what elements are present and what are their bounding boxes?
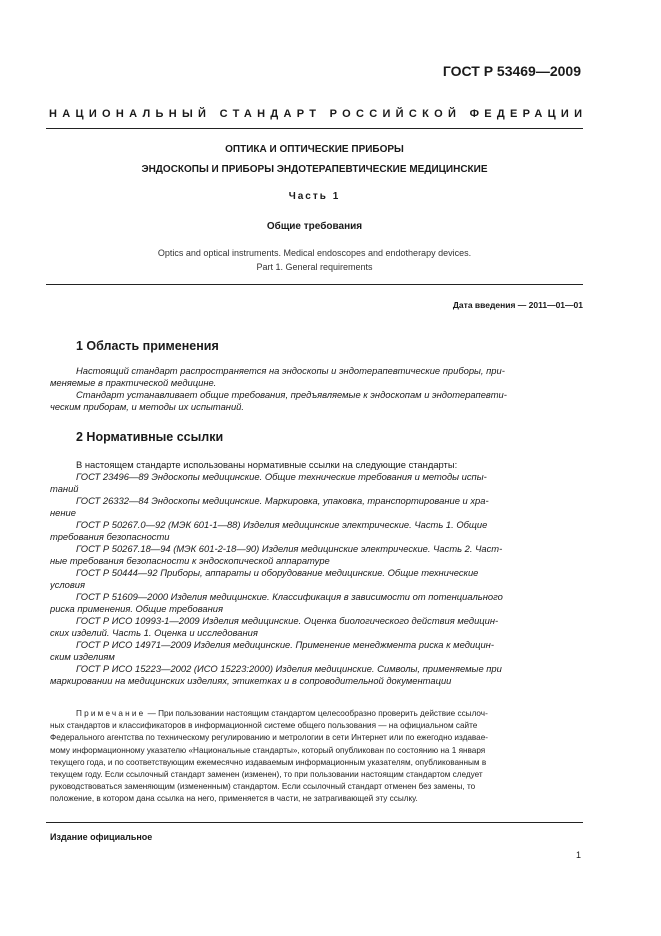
title-line-1: ОПТИКА И ОПТИЧЕСКИЕ ПРИБОРЫ: [225, 144, 404, 155]
official-edition-label: Издание официальное: [50, 832, 153, 842]
english-title-line-2: Part 1. General requirements: [256, 262, 373, 272]
section-2-intro: [50, 459, 584, 471]
note-line: текущем году. Если ссылочный стандарт заменен (изменен), то при пользовании настоящим стандартом следует: [50, 770, 483, 780]
reference-line: таний: [50, 483, 79, 494]
section-2-heading: 2 Нормативные ссылки: [76, 430, 224, 444]
references-list: [50, 471, 584, 687]
standard-code: ГОСТ Р 53469—2009: [442, 63, 581, 79]
reference-line: ГОСТ Р 50267.0—92 (МЭК 601-1—88) Изделия медицинские электрические. Часть 1. Общие: [76, 519, 488, 530]
english-title-line-1: Optics and optical instruments. Medical endoscopes and endotherapy devices.: [157, 248, 472, 258]
footer-divider: [46, 822, 583, 823]
reference-line: условия: [50, 579, 85, 590]
text-line: ческим приборам, и методы их испытаний.: [50, 401, 244, 412]
reference-line: нение: [50, 507, 76, 518]
text-line: В настоящем стандарте использованы нормативные ссылки на следующие стандарты:: [76, 459, 458, 470]
note-line: мому информационному указателю «Национальные стандарты», который опубликован по состоянию на 1 января: [50, 745, 486, 755]
text-line: Стандарт устанавливает общие требования, предъявляемые к эндоскопам и эндотерапевти-: [76, 389, 507, 400]
national-standard-banner: НАЦИОНАЛЬНЫЙ СТАНДАРТ РОССИЙСКОЙ ФЕДЕРАЦИИ: [49, 108, 588, 120]
note-line: положение, в котором дана ссылка на него, применяется в части, не затрагивающей эту ссылку.: [50, 794, 418, 804]
note-line: текущего года, и по соответствующим ежемесячно издаваемым информационным указателям, опубликованным в: [50, 757, 487, 767]
reference-line: ГОСТ Р ИСО 15223—2002 (ИСО 15223:2000) Изделия медицинские. Символы, применяемые при: [76, 663, 502, 674]
reference-line: риска применения. Общие требования: [50, 603, 224, 614]
reference-line: ГОСТ Р 50444—92 Приборы, аппараты и оборудование медицинские. Общие технические: [76, 567, 479, 578]
header-divider: [46, 128, 583, 129]
title-divider: [46, 284, 583, 285]
part-label: Часть 1: [288, 191, 341, 202]
reference-line: ГОСТ Р 50267.18—94 (МЭК 601-2-18—90) Изделия медицинские электрические. Часть 2. Част-: [76, 543, 503, 554]
subtitle: Общие требования: [266, 221, 363, 232]
introduction-date: Дата введения — 2011—01—01: [452, 300, 583, 310]
reference-line: ГОСТ Р ИСО 14971—2009 Изделия медицинские. Применение менеджмента риска к медицин-: [76, 639, 494, 650]
reference-line: ные требования безопасности к эндоскопической аппаратуре: [50, 555, 330, 566]
reference-line: ГОСТ 23496—89 Эндоскопы медицинские. Общие технические требования и методы испы-: [76, 471, 487, 482]
page-number: 1: [575, 850, 581, 860]
reference-line: ГОСТ 26332—84 Эндоскопы медицинские. Маркировка, упаковка, транспортирование и хра-: [76, 495, 489, 506]
text-line: меняемые в практической медицине.: [50, 377, 217, 388]
reference-line: требования безопасности: [50, 531, 170, 542]
reference-line: ГОСТ Р 51609—2000 Изделия медицинские. Классификация в зависимости от потенциального: [76, 591, 503, 602]
note-line: ных стандартов и классификаторов в информационной системе общего пользования — на официальном сайте: [50, 721, 478, 731]
note-text: — При пользовании настоящим стандартом целесообразно проверить действие ссылоч-: [147, 709, 488, 718]
note-line: Федерального агентства по техническому регулированию и метрологии в сети Интернет или по ежегодно издавае-: [50, 733, 488, 743]
note-label: Примечание: [76, 709, 146, 718]
reference-line: ским изделиям: [50, 651, 115, 662]
section-1-heading: 1 Область применения: [76, 339, 219, 353]
text-line: Настоящий стандарт распространяется на эндоскопы и эндотерапевтические приборы, при-: [76, 365, 505, 376]
reference-line: маркировании на медицинских изделиях, этикетках и в сопроводительной документации: [50, 675, 452, 686]
reference-line: ГОСТ Р ИСО 10993-1—2009 Изделия медицинские. Оценка биологического действия медицин-: [76, 615, 499, 626]
section-1-body: [50, 365, 584, 413]
reference-line: ских изделий. Часть 1. Оценка и исследования: [50, 627, 258, 638]
note-first-line: [50, 708, 584, 720]
note-line: руководствоваться заменяющим (измененным) стандартом. Если ссылочный стандарт отменен без замены, то: [50, 782, 476, 792]
title-line-2: ЭНДОСКОПЫ И ПРИБОРЫ ЭНДОТЕРАПЕВТИЧЕСКИЕ МЕДИЦИНСКИЕ: [141, 164, 488, 175]
note-block: [50, 708, 584, 806]
